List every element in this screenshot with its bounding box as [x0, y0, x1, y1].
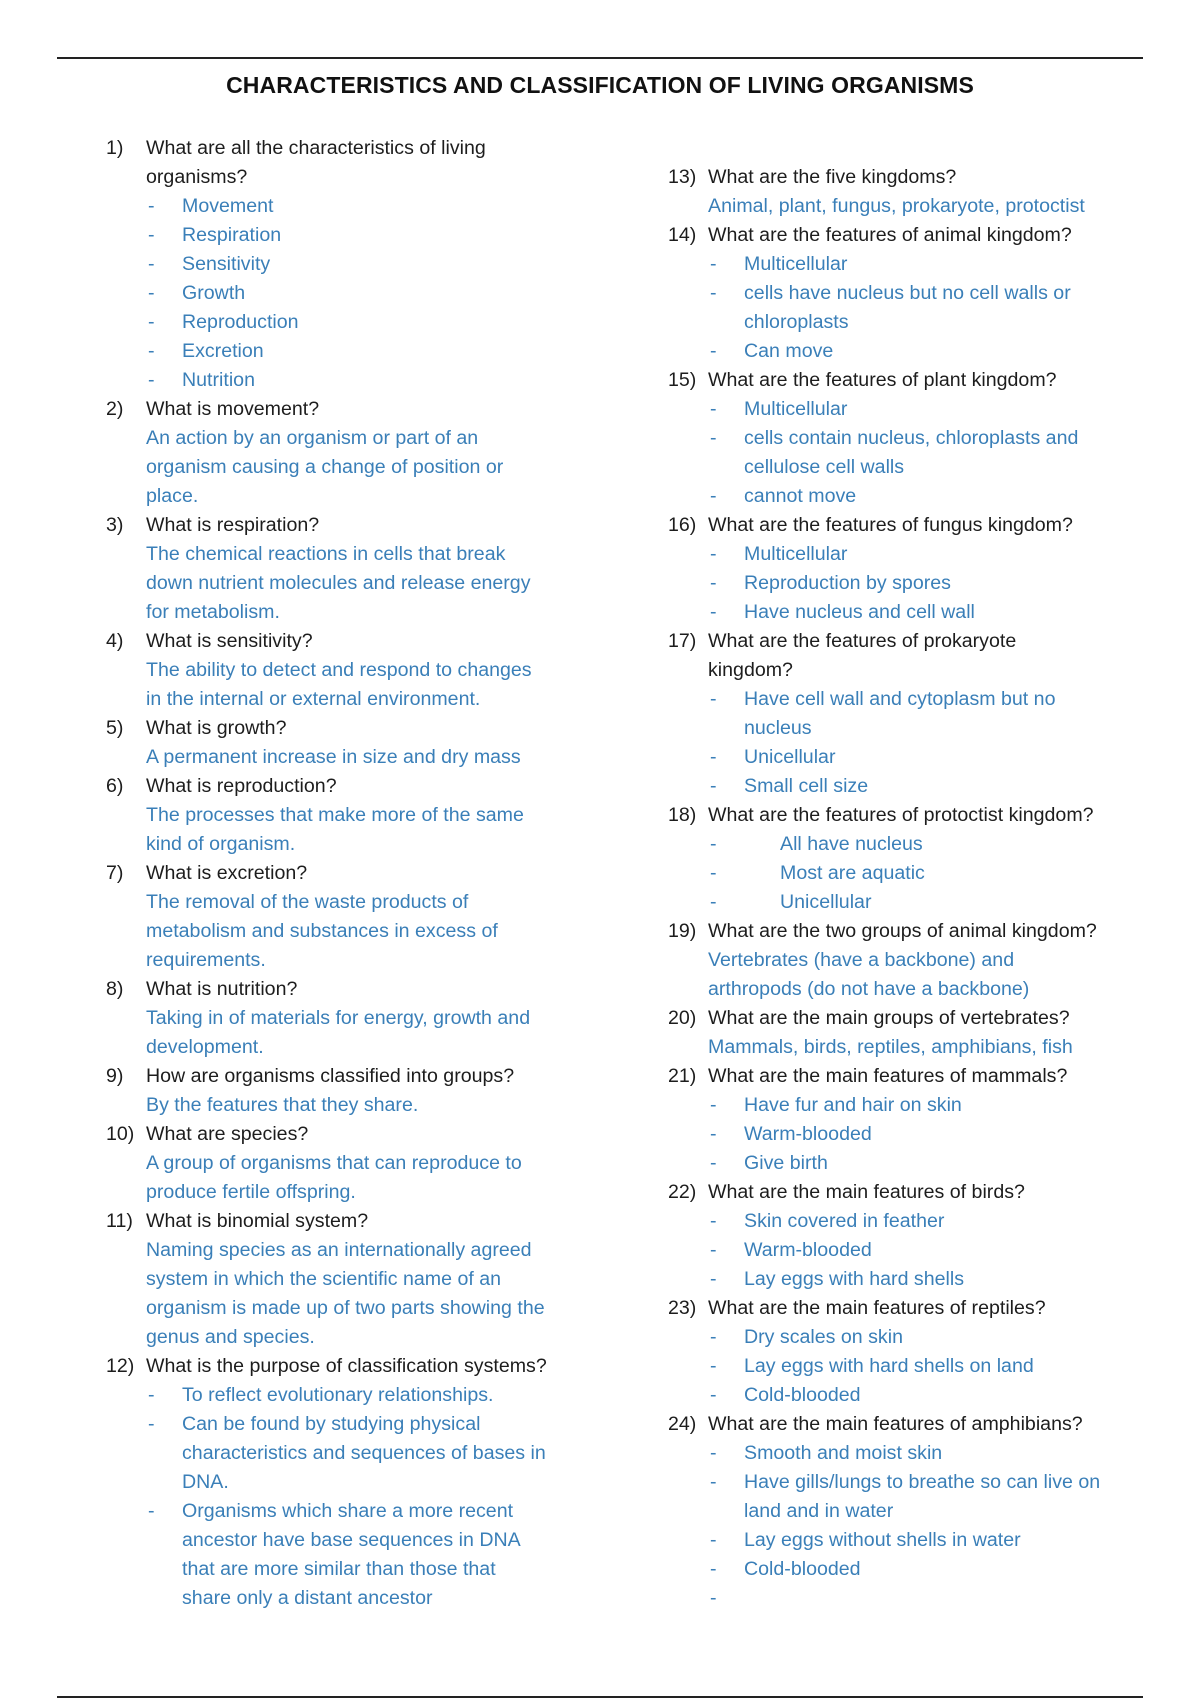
question-text [106, 511, 586, 540]
answer-text: kind of organism. [146, 833, 296, 855]
bullet-item [668, 250, 1148, 279]
question-line: What are species? [146, 1123, 309, 1145]
question-line: What are the features of animal kingdom? [708, 224, 1072, 246]
question-line: What are the main features of amphibians? [708, 1413, 1083, 1435]
bullet-text: Warm-blooded [744, 1123, 872, 1145]
bullet-text: Warm-blooded [744, 1239, 872, 1261]
bullet-text: Smooth and moist skin [744, 1442, 943, 1464]
answer-text: system in which the scientific name of an [146, 1268, 502, 1290]
bullet-item [106, 250, 586, 279]
bullet-item [668, 1497, 1148, 1526]
bullet-item [668, 1323, 1148, 1352]
bullet-dash: - [148, 253, 155, 275]
question-text [668, 1178, 1148, 1207]
question-text [106, 627, 586, 656]
bullet-dash: - [148, 369, 155, 391]
bullet-text: Respiration [182, 224, 282, 246]
bullet-dash: - [710, 427, 717, 449]
bullet-text: chloroplasts [744, 311, 849, 333]
question-text [106, 859, 586, 888]
question-number: 10) [106, 1123, 135, 1145]
bullet-dash: - [710, 688, 717, 710]
bullet-item [668, 1149, 1148, 1178]
bullet-item [668, 685, 1148, 714]
question-line: What is movement? [146, 398, 320, 420]
bullet-text: Dry scales on skin [744, 1326, 903, 1348]
answer-text: produce fertile offspring. [146, 1181, 356, 1203]
bullet-item [668, 830, 1148, 859]
bullet-item [668, 743, 1148, 772]
bullet-text: Small cell size [744, 775, 869, 797]
answer-text: genus and species. [146, 1326, 315, 1348]
question-line: What are the main groups of vertebrates? [708, 1007, 1070, 1029]
bullet-item [668, 395, 1148, 424]
bullet-dash: - [710, 746, 717, 768]
bullet-text: characteristics and sequences of bases in [182, 1442, 546, 1464]
bullet-text: Organisms which share a more recent [182, 1500, 514, 1522]
bullet-text: Have gills/lungs to breathe so can live on [744, 1471, 1101, 1493]
bullet-dash: - [710, 253, 717, 275]
question-line: What is growth? [146, 717, 287, 739]
question-text [668, 627, 1148, 656]
right-column [668, 163, 1148, 1609]
question-line: What are the features of protoctist kingdom? [708, 804, 1094, 826]
question-text [106, 1062, 586, 1091]
bullet-text: Give birth [744, 1152, 828, 1174]
answer-text: The ability to detect and respond to changes [146, 659, 532, 681]
question-number: 4) [106, 630, 124, 652]
question-text: kingdom? [708, 659, 793, 681]
bullet-text: that are more similar than those that [182, 1558, 496, 1580]
question-text [106, 134, 586, 163]
bullet-item [106, 366, 586, 395]
bullet-text: Cold-blooded [744, 1384, 861, 1406]
answer-text: organism is made up of two parts showing the [146, 1297, 545, 1319]
bullet-text: Most are aquatic [780, 862, 925, 884]
bullet-text: Lay eggs with hard shells on land [744, 1355, 1034, 1377]
bullet-item [668, 1555, 1148, 1584]
question-text [106, 1120, 586, 1149]
answer-text: The removal of the waste products of [146, 891, 469, 913]
bullet-text: Nutrition [182, 369, 255, 391]
question-number: 3) [106, 514, 124, 536]
bullet-item [668, 859, 1148, 888]
answer-text: place. [146, 485, 199, 507]
bullet-text: Unicellular [744, 746, 836, 768]
bullet-item [668, 1236, 1148, 1265]
bullet-item [106, 1439, 586, 1468]
question-line: What is the purpose of classification systems? [146, 1355, 547, 1377]
bullet-item [668, 714, 1148, 743]
answer-text: The chemical reactions in cells that break [146, 543, 506, 565]
bullet-dash: - [710, 340, 717, 362]
bullet-text: Sensitivity [182, 253, 271, 275]
bullet-item [106, 337, 586, 366]
bullet-item [106, 1555, 586, 1584]
bullet-item [668, 598, 1148, 627]
answer-text: Naming species as an internationally agreed [146, 1239, 532, 1261]
question-line: What are the features of fungus kingdom? [708, 514, 1073, 536]
bullet-text: Reproduction [182, 311, 299, 333]
question-line: What is respiration? [146, 514, 320, 536]
question-number: 19) [668, 920, 697, 942]
question-number: 12) [106, 1355, 135, 1377]
bullet-text: To reflect evolutionary relationships. [182, 1384, 494, 1406]
bullet-dash: - [710, 1210, 717, 1232]
bullet-text: Multicellular [744, 398, 848, 420]
bullet-dash: - [710, 775, 717, 797]
answer-text: organism causing a change of position or [146, 456, 504, 478]
bullet-item [668, 308, 1148, 337]
bullet-item [668, 1091, 1148, 1120]
bullet-item [668, 1468, 1148, 1497]
question-number: 9) [106, 1065, 124, 1087]
bullet-item [668, 772, 1148, 801]
question-number: 1) [106, 137, 124, 159]
question-text: organisms? [146, 166, 248, 188]
bullet-text: Have nucleus and cell wall [744, 601, 975, 623]
question-number: 8) [106, 978, 124, 1000]
question-number: 5) [106, 717, 124, 739]
bullet-text: Can move [744, 340, 834, 362]
question-line: How are organisms classified into groups? [146, 1065, 515, 1087]
bullet-text: cellulose cell walls [744, 456, 905, 478]
bullet-dash: - [710, 1094, 717, 1116]
question-number: 22) [668, 1181, 697, 1203]
bullet-item [106, 1526, 586, 1555]
bullet-item [668, 540, 1148, 569]
question-text [668, 801, 1148, 830]
bullet-dash: - [710, 485, 717, 507]
question-number: 7) [106, 862, 124, 884]
bullet-item [668, 337, 1148, 366]
bullet-dash: - [710, 1355, 717, 1377]
question-text [106, 714, 586, 743]
left-column [106, 134, 586, 1613]
question-line: What are the features of prokaryote [708, 630, 1017, 652]
answer-text: requirements. [146, 949, 266, 971]
bullet-item [106, 192, 586, 221]
question-text [106, 1352, 586, 1381]
question-text [668, 1294, 1148, 1323]
bullet-dash: - [710, 1152, 717, 1174]
bullet-item [106, 1497, 586, 1526]
answer-text: arthropods (do not have a backbone) [708, 978, 1030, 1000]
question-text [106, 395, 586, 424]
bullet-dash: - [710, 601, 717, 623]
question-number: 23) [668, 1297, 697, 1319]
bullet-dash: - [148, 224, 155, 246]
bullet-item [106, 1584, 586, 1613]
question-text [106, 975, 586, 1004]
bottom-rule [57, 1696, 1143, 1698]
answer-text: down nutrient molecules and release energy [146, 572, 531, 594]
bullet-text: share only a distant ancestor [182, 1587, 433, 1609]
page-title: CHARACTERISTICS AND CLASSIFICATION OF LIVING ORGANISMS [226, 72, 974, 98]
bullet-dash: - [710, 1239, 717, 1261]
question-text [106, 1207, 586, 1236]
question-line: What is excretion? [146, 862, 308, 884]
bullet-text: Growth [182, 282, 246, 304]
answer-text: Vertebrates (have a backbone) and [708, 949, 1015, 971]
bullet-text: cells contain nucleus, chloroplasts and [744, 427, 1079, 449]
question-line: What are the five kingdoms? [708, 166, 957, 188]
top-rule [57, 57, 1143, 59]
question-text [668, 221, 1148, 250]
bullet-text: Cold-blooded [744, 1558, 861, 1580]
question-text [106, 772, 586, 801]
answer-text: A permanent increase in size and dry mass [146, 746, 521, 768]
bullet-dash: - [710, 1471, 717, 1493]
question-number: 21) [668, 1065, 697, 1087]
bullet-item [668, 482, 1148, 511]
answer-text: A group of organisms that can reproduce to [146, 1152, 522, 1174]
bullet-dash: - [710, 1268, 717, 1290]
bullet-text: Movement [182, 195, 274, 217]
bullet-dash: - [710, 543, 717, 565]
bullet-text: Can be found by studying physical [182, 1413, 481, 1435]
bullet-text: Reproduction by spores [744, 572, 951, 594]
question-line: What is binomial system? [146, 1210, 369, 1232]
answer-text: for metabolism. [146, 601, 280, 623]
bullet-dash: - [148, 340, 155, 362]
bullet-item [668, 1526, 1148, 1555]
bullet-text: Unicellular [780, 891, 872, 913]
answer-text: Animal, plant, fungus, prokaryote, protoctist [708, 195, 1085, 217]
bullet-item [668, 1207, 1148, 1236]
question-number: 18) [668, 804, 697, 826]
bullet-item [106, 1468, 586, 1497]
bullet-item [668, 1120, 1148, 1149]
question-text [668, 917, 1148, 946]
question-line: What are the features of plant kingdom? [708, 369, 1057, 391]
bullet-dash: - [710, 282, 717, 304]
bullet-item [668, 424, 1148, 453]
question-number: 13) [668, 166, 697, 188]
bullet-text: cells have nucleus but no cell walls or [744, 282, 1071, 304]
bullet-text: Skin covered in feather [744, 1210, 945, 1232]
question-line: What are the two groups of animal kingdom? [708, 920, 1097, 942]
question-text [668, 163, 1148, 192]
answer-text: development. [146, 1036, 264, 1058]
question-line: What is nutrition? [146, 978, 298, 1000]
question-line: What are the main features of mammals? [708, 1065, 1068, 1087]
question-text [668, 1410, 1148, 1439]
bullet-item [668, 569, 1148, 598]
answer-text: Taking in of materials for energy, growth and [146, 1007, 531, 1029]
answer-text: By the features that they share. [146, 1094, 419, 1116]
bullet-item [668, 888, 1148, 917]
bullet-item [668, 1352, 1148, 1381]
bullet-dash: - [710, 1384, 717, 1406]
answer-text: metabolism and substances in excess of [146, 920, 498, 942]
question-text [668, 1062, 1148, 1091]
bullet-dash: - [148, 1500, 155, 1522]
question-line: What are the main features of birds? [708, 1181, 1025, 1203]
bullet-item [668, 279, 1148, 308]
bullet-dash: - [710, 1529, 717, 1551]
bullet-dash: - [710, 862, 717, 884]
bullet-dash: - [148, 1384, 155, 1406]
bullet-text: cannot move [744, 485, 857, 507]
question-text [668, 1004, 1148, 1033]
question-line: What is reproduction? [146, 775, 337, 797]
bullet-text: nucleus [744, 717, 812, 739]
question-number: 17) [668, 630, 697, 652]
question-line: What are all the characteristics of living [146, 137, 486, 159]
bullet-dash: - [710, 833, 717, 855]
answer-text: Mammals, birds, reptiles, amphibians, fish [708, 1036, 1073, 1058]
answer-text: The processes that make more of the same [146, 804, 524, 826]
bullet-text: DNA. [182, 1471, 229, 1493]
bullet-text: Lay eggs with hard shells [744, 1268, 965, 1290]
bullet-text: Have fur and hair on skin [744, 1094, 962, 1116]
bullet-dash: - [710, 1123, 717, 1145]
bullet-item [106, 308, 586, 337]
bullet-dash: - [710, 1587, 717, 1609]
answer-text: in the internal or external environment. [146, 688, 481, 710]
question-text [668, 366, 1148, 395]
bullet-text: Lay eggs without shells in water [744, 1529, 1021, 1551]
question-number: 15) [668, 369, 697, 391]
question-number: 20) [668, 1007, 697, 1029]
bullet-dash: - [710, 1442, 717, 1464]
bullet-text: All have nucleus [780, 833, 923, 855]
question-text [668, 511, 1148, 540]
bullet-item [106, 1381, 586, 1410]
bullet-item [106, 1410, 586, 1439]
bullet-item [668, 1381, 1148, 1410]
bullet-dash: - [148, 1413, 155, 1435]
answer-text: An action by an organism or part of an [146, 427, 479, 449]
bullet-item [106, 279, 586, 308]
question-number: 14) [668, 224, 697, 246]
bullet-item [106, 221, 586, 250]
bullet-item [668, 453, 1148, 482]
bullet-dash: - [148, 311, 155, 333]
question-line: What is sensitivity? [146, 630, 313, 652]
bullet-text: Multicellular [744, 543, 848, 565]
bullet-text: Excretion [182, 340, 264, 362]
bullet-dash: - [148, 195, 155, 217]
bullet-dash: - [710, 891, 717, 913]
bullet-dash: - [710, 1326, 717, 1348]
bullet-item [668, 1439, 1148, 1468]
bullet-dash: - [148, 282, 155, 304]
question-line: What are the main features of reptiles? [708, 1297, 1046, 1319]
bullet-text: land and in water [744, 1500, 894, 1522]
bullet-text: ancestor have base sequences in DNA [182, 1529, 521, 1551]
bullet-dash: - [710, 1558, 717, 1580]
bullet-dash: - [710, 572, 717, 594]
question-number: 11) [106, 1210, 133, 1232]
bullet-text: Multicellular [744, 253, 848, 275]
question-number: 16) [668, 514, 697, 536]
question-number: 2) [106, 398, 124, 420]
bullet-item [668, 1265, 1148, 1294]
bullet-dash: - [710, 398, 717, 420]
question-number: 6) [106, 775, 124, 797]
bullet-text: Have cell wall and cytoplasm but no [744, 688, 1056, 710]
question-number: 24) [668, 1413, 697, 1435]
